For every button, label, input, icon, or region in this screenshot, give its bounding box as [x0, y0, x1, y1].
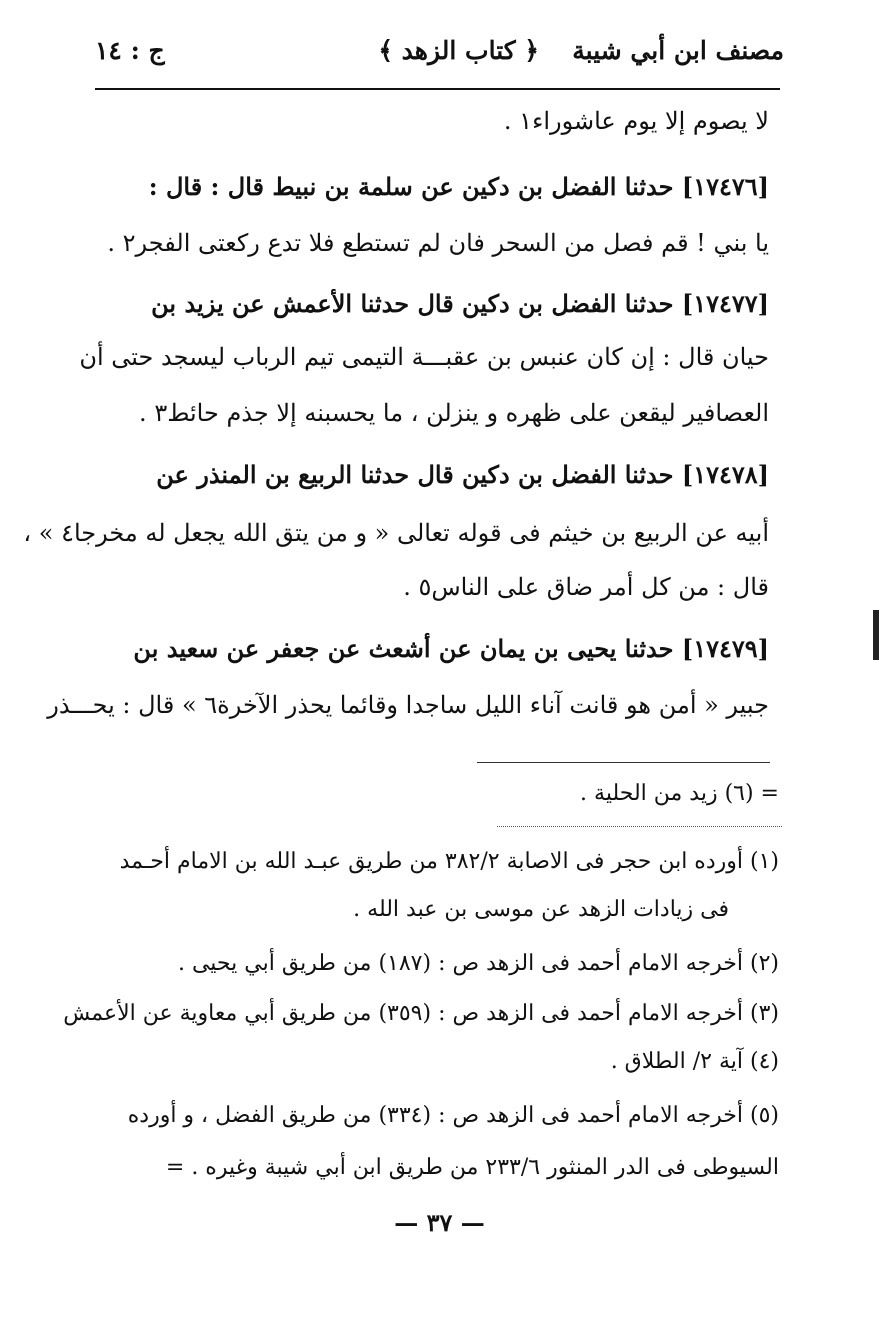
- body-line: حيان قال : إن كان عنبس بن عقبـــة التيمى تيم الرباب ليسجد حتى أن: [79, 343, 769, 371]
- header-rule: [95, 88, 780, 90]
- body-line: [١٧٤٧٨] حدثنا الفضل بن دكين قال حدثنا الربيع بن المنذر عن: [156, 460, 769, 489]
- footnote: (٢) أخرجه الامام أحمد فى الزهد ص : (١٨٧) من طريق أبي يحيى .: [177, 951, 779, 976]
- page-header: [95, 26, 784, 88]
- body-line: جبير « أمن هو قانت آناء الليل ساجدا وقائما يحذر الآخرة٦ » قال : يحـــذر: [47, 691, 769, 719]
- footnote: (٣) أخرجه الامام أحمد فى الزهد ص : (٣٥٩) من طريق أبي معاوية عن الأعمش: [63, 1001, 779, 1026]
- footnote-separator: [477, 762, 770, 763]
- page-number: — ٣٧ —: [394, 1208, 485, 1237]
- footnote: (٤) آية ٢/ الطلاق .: [610, 1049, 779, 1074]
- body-line: لا يصوم إلا يوم عاشوراء١ .: [503, 107, 769, 135]
- footnote: (٥) أخرجه الامام أحمد فى الزهد ص : (٣٣٤) من طريق الفضل ، و أورده: [127, 1103, 779, 1128]
- body-line: [١٧٤٧٧] حدثنا الفضل بن دكين قال حدثنا الأعمش عن يزيد بن: [151, 289, 769, 318]
- footnote: السيوطى فى الدر المنثور ٢٣٣/٦ من طريق ابن أبي شيبة وغيره . =: [165, 1155, 779, 1180]
- scan-edge-mark: [873, 610, 879, 660]
- header-title: مصنف ابن أبي شيبة: [572, 36, 784, 65]
- body-line: قال : من كل أمر ضاق على الناس٥ .: [403, 573, 769, 601]
- body-line: العصافير ليقعن على ظهره و ينزلن ، ما يحسبنه إلا جذم حائط٣ .: [139, 399, 769, 427]
- footnote-separator-wavy: [497, 826, 782, 831]
- body-line: [١٧٤٧٩] حدثنا يحيى بن يمان عن أشعث عن جعفر عن سعيد بن: [133, 634, 769, 663]
- footnote-continuation: = (٦) زيد من الحلية .: [580, 781, 779, 806]
- header-book-name: ﴿ كتاب الزهد ﴾: [378, 36, 539, 65]
- body-line: أبيه عن الربيع بن خيثم فى قوله تعالى « و من يتق الله يجعل له مخرجا٤ » ،: [23, 519, 769, 547]
- body-line: [١٧٤٧٦] حدثنا الفضل بن دكين عن سلمة بن نبيط قال : قال :: [148, 172, 769, 201]
- body-line: يا بني ! قم فصل من السحر فان لم تستطع فلا تدع ركعتى الفجر٢ .: [107, 229, 769, 257]
- footnote: فى زيادات الزهد عن موسى بن عبد الله .: [353, 897, 729, 922]
- footnote: (١) أورده ابن حجر فى الاصابة ٣٨٢/٢ من طريق عبـد الله بن الامام أحـمد: [119, 849, 779, 874]
- header-volume: ج : ١٤: [95, 36, 165, 65]
